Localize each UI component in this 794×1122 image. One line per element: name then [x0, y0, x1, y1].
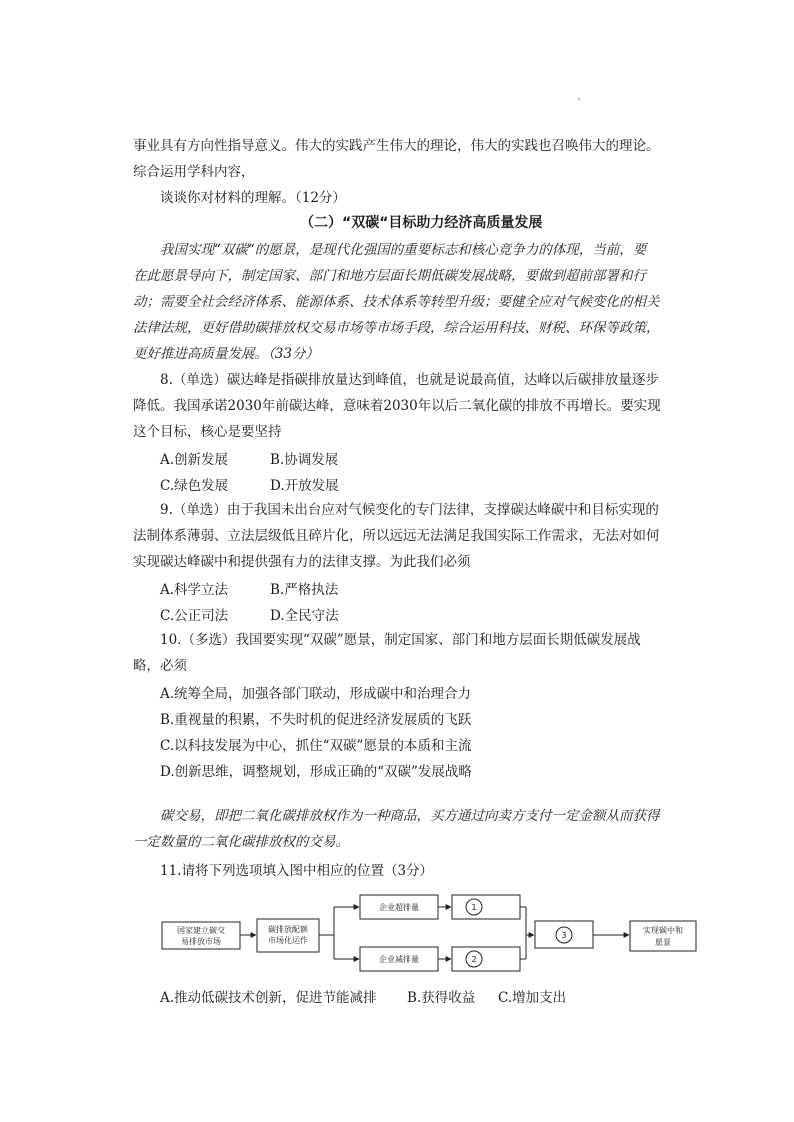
- scan-speck: [578, 98, 580, 100]
- q9-option-a: A.科学立法: [160, 582, 229, 598]
- q9-option-b: B.严格执法: [270, 582, 339, 598]
- q11-option-a: A.推动低碳技术创新，促进节能减排: [160, 990, 377, 1006]
- q8-stem: 这个目标，核心是要坚持: [133, 424, 282, 440]
- q9-stem: 实现碳达峰碳中和提供强有力的法律支撑。为此我们必须: [133, 554, 471, 570]
- q10-option-c: C.以科技发展为中心，抓住“双碳”愿景的本质和主流: [160, 738, 472, 754]
- intro-line: 我国实现“双碳“的愿景，是现代化强国的重要标志和核心竞争力的体现，当前，要: [160, 242, 647, 258]
- q8-stem: 8.（单选）碳达峰是指碳排放量达到峰值，也就是说最高值，达峰以后碳排放量逐步: [160, 372, 659, 388]
- q10-option-a: A.统筹全局，加强各部门联动，形成碳中和治理合力: [160, 686, 472, 702]
- q9-option-c: C.公正司法: [160, 608, 229, 624]
- q9-stem: 法制体系薄弱、立法层级低且碎片化，所以远远无法满足我国实际工作需求，无法对如何: [133, 528, 660, 544]
- trade-definition: 一定数量的二氧化碳排放权的交易。: [133, 834, 349, 850]
- text-line: 谈谈你对材料的理解。（12分）: [160, 190, 346, 206]
- slot-1-number: 1: [471, 903, 477, 912]
- q10-stem: 10.（多选）我国要实现“双碳”愿景，制定国家、部门和地方层面长期低碳发展战: [160, 632, 641, 648]
- intro-line: 法律法规，更好借助碳排放权交易市场等市场手段，综合运用科技、财税、环保等政策，: [133, 320, 660, 336]
- text-line: 事业具有方向性指导意义。伟大的实践产生伟大的理论，伟大的实践也召唤伟大的理论。: [133, 138, 660, 154]
- q11-option-c: C.增加支出: [498, 990, 567, 1006]
- market-label: 易排放市场: [181, 937, 221, 946]
- q9-option-d: D.全民守法: [270, 608, 339, 624]
- q11-prompt: 11.请将下列选项填入图中相应的位置（3分）: [160, 863, 434, 879]
- q8-option-a: A.创新发展: [160, 452, 229, 468]
- quota-label: 市场化运作: [268, 936, 308, 945]
- intro-line: 在此愿景导向下，制定国家、部门和地方层面长期低碳发展战略，要做到超前部署和行: [133, 268, 646, 284]
- intro-line: 动；需要全社会经济体系、能源体系、技术体系等转型升级；要健全应对气候变化的相关: [133, 294, 660, 310]
- q8-stem: 降低。我国承诺2030年前碳达峰，意味着2030年以后二氧化碳的排放不再增长。要实现: [133, 398, 661, 414]
- q11-option-b: B.获得收益: [407, 990, 476, 1006]
- outcome-1-box: [452, 895, 520, 919]
- market-label: 国家建立碳交: [177, 926, 225, 935]
- slot-2-number: 2: [471, 955, 477, 964]
- q8-option-b: B.协调发展: [270, 452, 339, 468]
- q10-option-d: D.创新思维，调整规划，形成正确的“双碳”发展战略: [160, 764, 472, 780]
- slot-3-number: 3: [561, 931, 567, 940]
- q9-stem: 9.（单选）由于我国未出台应对气候变化的专门法律，支撑碳达峰碳中和目标实现的: [160, 502, 659, 518]
- goal-label: 实现碳中和: [643, 926, 683, 935]
- overdraft-label: 企业超排量: [379, 903, 419, 912]
- q10-option-b: B.重视量的积累，不失时机的促进经济发展质的飞跃: [160, 712, 472, 728]
- goal-label: 愿景: [655, 938, 671, 947]
- q8-option-c: C.绿色发展: [160, 478, 229, 494]
- quota-label: 碳排放配额: [268, 925, 308, 934]
- reduction-label: 企业减排量: [379, 955, 419, 964]
- q8-option-d: D.开放发展: [270, 478, 339, 494]
- q10-stem: 略，必须: [133, 658, 187, 674]
- text-line: 综合运用学科内容，: [133, 164, 255, 180]
- carbon-trade-flow-diagram: [160, 885, 700, 985]
- trade-definition: 碳交易，即把二氧化碳排放权作为一种商品，买方通过向卖方支付一定金额从而获得: [160, 808, 660, 824]
- section-title: （二）“双碳“目标助力经济高质量发展: [300, 215, 543, 231]
- intro-line: 更好推进高质量发展。（33分）: [133, 346, 319, 362]
- outcome-2-box: [452, 947, 520, 971]
